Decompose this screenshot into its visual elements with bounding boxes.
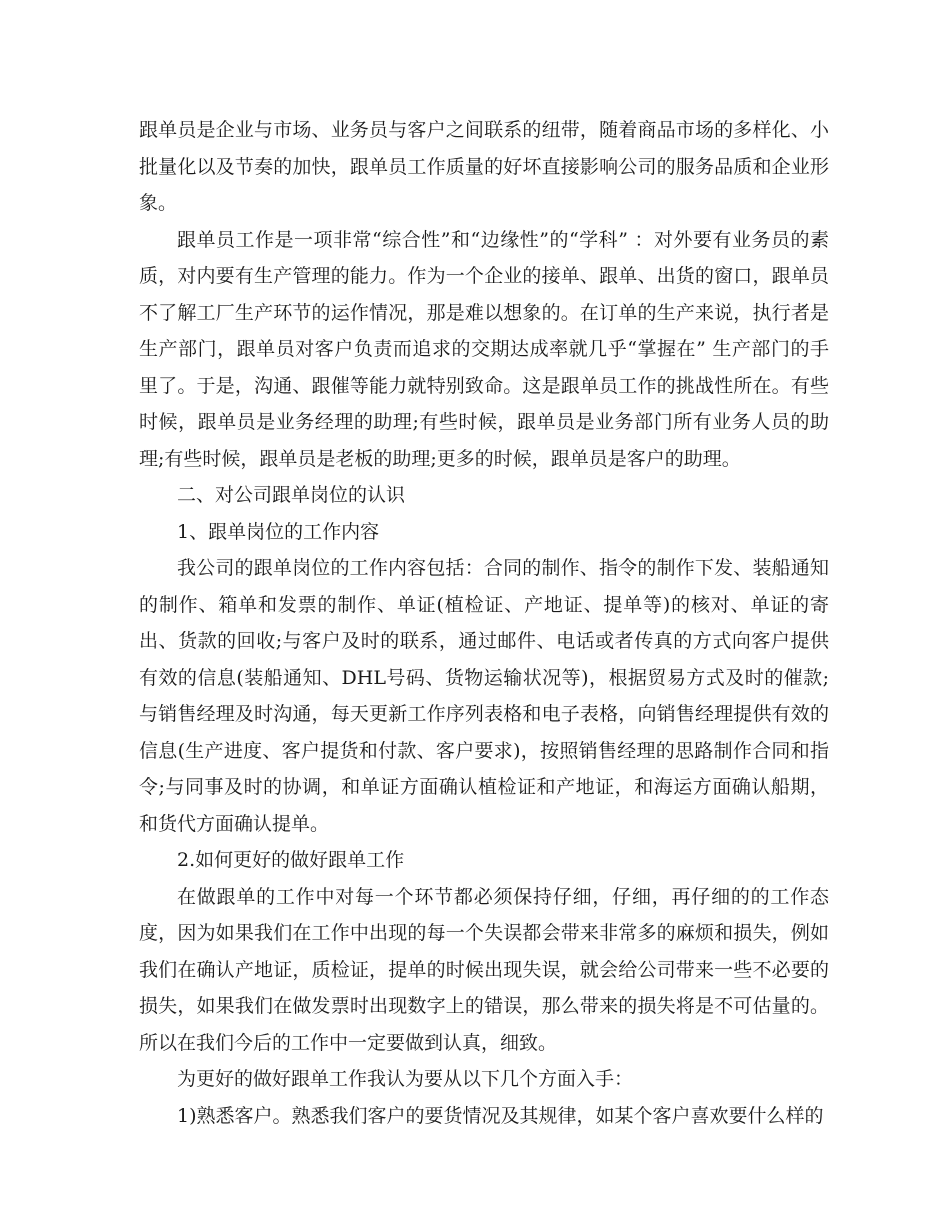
- paragraph-know-customers: 1)熟悉客户。熟悉我们客户的要货情况及其规律，如某个客户喜欢要什么样的: [177, 1104, 824, 1127]
- paragraph-job-content: 我公司的跟单岗位的工作内容包括：合同的制作、指令的制作下发、装船通知的制作、箱单和发票的制作、单证(植检证、产地证、提单等)的核对、单证的寄出、货款的回收;与客户及时的联系，通过邮件、电话或者传真的方式向客户提供有效的信息(装船通知、DHL号码、货物运输状况等)，根据贸易方式及时的催款;与销售经理及时沟通，每天更新工作序列表格和电子表格，向销售经理提供有效的信息(生产进度、客户提货和付款、客户要求)，按照销售经理的思路制作合同和指令;与同事及时的协调，和单证方面确认植检证和产地证，和海运方面确认船期，和货代方面确认提单。: [139, 557, 829, 835]
- subsection-heading-job-content: 1、跟单岗位的工作内容: [177, 520, 380, 543]
- document-page: [139, 112, 829, 1134]
- paragraph-role-description: 跟单员工作是一项非常“综合性”和“边缘性”的“学科” ：对外要有业务员的素质，对内要有生产管理的能力。作为一个企业的接单、跟单、出货的窗口，跟单员不了解工厂生产环节的运作情况，那是难以想象的。在订单的生产来说，执行者是生产部门，跟单员对客户负责而追求的交期达成率就几乎“掌握在” 生产部门的手里了。于是，沟通、跟催等能力就特别致命。这是跟单员工作的挑战性所在。有些时候，跟单员是业务经理的助理;有些时候，跟单员是业务部门所有业务人员的助理;有些时候，跟单员是老板的助理;更多的时候，跟单员是客户的助理。: [139, 228, 829, 470]
- paragraph-carefulness: 在做跟单的工作中对每一个环节都必须保持仔细，仔细，再仔细的的工作态度，因为如果我们在工作中出现的每一个失误都会带来非常多的麻烦和损失，例如我们在确认产地证，质检证，提单的时候出现失误，就会给公司带来一些不必要的损失，如果我们在做发票时出现数字上的错误，那么带来的损失将是不可估量的。所以在我们今后的工作中一定要做到认真，细致。: [139, 885, 829, 1054]
- paragraph-aspects-intro: 为更好的做好跟单工作我认为要从以下几个方面入手：: [177, 1068, 634, 1090]
- subsection-heading-improve: 2.如何更好的做好跟单工作: [177, 849, 405, 871]
- section-heading-understanding: 二、对公司跟单岗位的认识: [177, 484, 406, 506]
- paragraph-intro: 跟单员是企业与市场、业务员与客户之间联系的纽带，随着商品市场的多样化、小批量化以及节奏的加快，跟单员工作质量的好坏直接影响公司的服务品质和企业形象。: [139, 119, 829, 214]
